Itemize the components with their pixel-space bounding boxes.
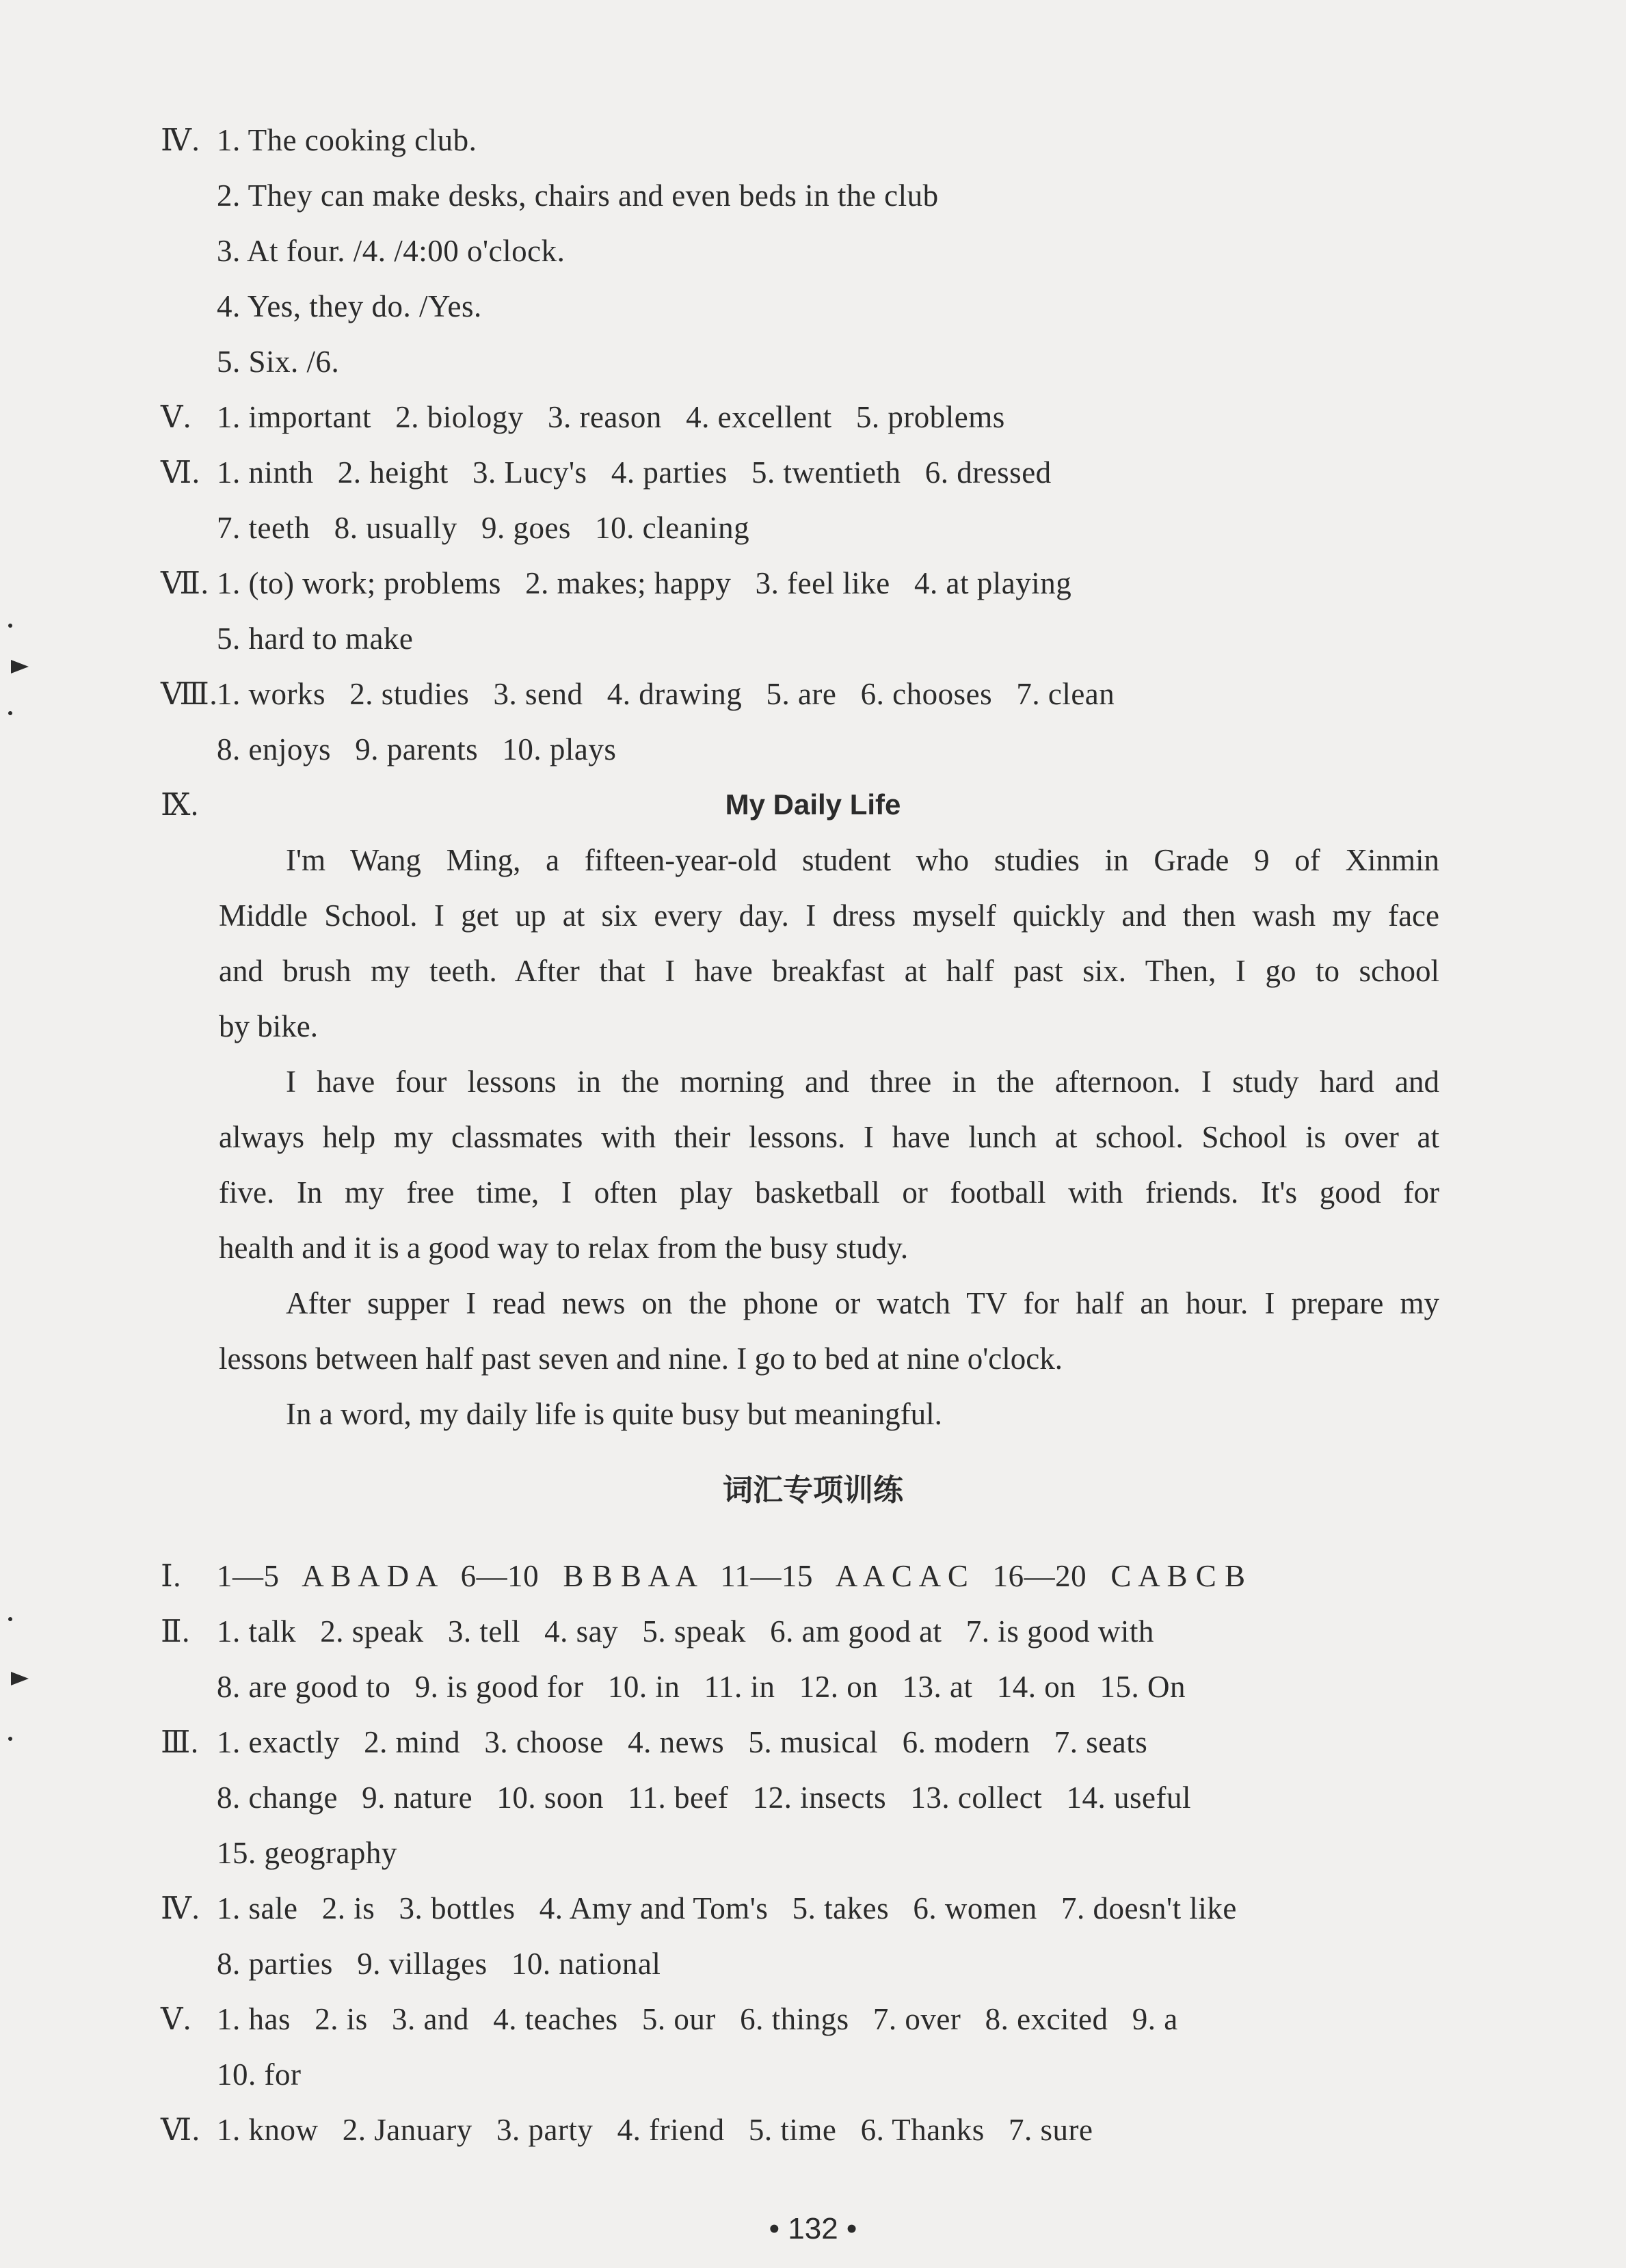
- essay-line: by bike.: [219, 1009, 318, 1043]
- answer-text: 1. The cooking club.: [217, 123, 477, 157]
- section-number: Ⅳ.: [161, 123, 200, 157]
- essay-title: My Daily Life: [725, 788, 901, 821]
- essay-line: Middle School. I get up at six every day. I dress myself quickly and then wash my face: [219, 898, 1439, 933]
- answer-text: 8. change 9. nature 10. soon 11. beef 12. insects 13. collect 14. useful: [217, 1780, 1192, 1815]
- essay-line: and brush my teeth. After that I have breakfast at half past six. Then, I go to school: [219, 954, 1439, 988]
- answer-text: 4. Yes, they do. /Yes.: [217, 289, 482, 323]
- answer-text: 1—5 A B A D A 6—10 B B B A A 11—15 A A C A C 16—20 C A B C B: [217, 1559, 1246, 1593]
- essay-line: always help my classmates with their lessons. I have lunch at school. School is over at: [219, 1120, 1439, 1154]
- essay-line: health and it is a good way to relax from the busy study.: [219, 1231, 909, 1265]
- answer-text: 5. Six. /6.: [217, 345, 340, 379]
- essay-line: In a word, my daily life is quite busy but meaningful.: [286, 1397, 942, 1431]
- answer-text: 8. are good to 9. is good for 10. in 11. in 12. on 13. at 14. on 15. On: [217, 1670, 1186, 1704]
- answer-text: 1. ninth 2. height 3. Lucy's 4. parties 5. twentieth 6. dressed: [217, 455, 1052, 490]
- answer-text: 10. for: [217, 2057, 302, 2092]
- section-number: Ⅶ.: [161, 566, 209, 600]
- answer-text: 7. teeth 8. usually 9. goes 10. cleaning: [217, 511, 750, 545]
- binding-dot: [8, 624, 12, 628]
- answer-text: 1. has 2. is 3. and 4. teaches 5. our 6. things 7. over 8. excited 9. a: [217, 2002, 1178, 2036]
- answer-text: 1. works 2. studies 3. send 4. drawing 5. are 6. chooses 7. clean: [217, 677, 1115, 711]
- vocab-section-title: 词汇专项训练: [723, 1473, 903, 1508]
- answer-text: 1. important 2. biology 3. reason 4. excellent 5. problems: [217, 400, 1005, 434]
- binding-arrow-icon: [11, 1672, 29, 1685]
- essay-line: I'm Wang Ming, a fifteen-year-old student who studies in Grade 9 of Xinmin: [286, 843, 1439, 877]
- answer-text: 8. enjoys 9. parents 10. plays: [217, 732, 617, 766]
- answer-text: 1. (to) work; problems 2. makes; happy 3. feel like 4. at playing: [217, 566, 1072, 600]
- binding-arrow-icon: [11, 660, 29, 673]
- section-number: Ⅱ.: [161, 1614, 190, 1649]
- essay-line: lessons between half past seven and nine. I go to bed at nine o'clock.: [219, 1342, 1063, 1376]
- essay-line: five. In my free time, I often play basketball or football with friends. It's good for: [219, 1175, 1439, 1210]
- answer-text: 3. At four. /4. /4:00 o'clock.: [217, 234, 565, 268]
- page-number: • 132 •: [769, 2212, 857, 2245]
- essay-line: I have four lessons in the morning and three in the afternoon. I study hard and: [286, 1065, 1439, 1099]
- section-number: Ⅵ.: [161, 2113, 200, 2147]
- answer-text: 1. exactly 2. mind 3. choose 4. news 5. musical 6. modern 7. seats: [217, 1725, 1148, 1759]
- section-number: Ⅵ.: [161, 455, 200, 490]
- section-number: Ⅴ.: [161, 2002, 191, 2036]
- section-number: Ⅰ.: [161, 1559, 182, 1593]
- essay-line: After supper I read news on the phone or watch TV for half an hour. I prepare my: [286, 1286, 1439, 1320]
- answer-text: 8. parties 9. villages 10. national: [217, 1947, 661, 1981]
- section-number: Ⅳ.: [161, 1891, 200, 1925]
- answer-text: 1. know 2. January 3. party 4. friend 5. time 6. Thanks 7. sure: [217, 2113, 1093, 2147]
- binding-dot: [8, 1617, 12, 1621]
- binding-dot: [8, 711, 12, 715]
- answer-text: 5. hard to make: [217, 622, 414, 656]
- binding-dot: [8, 1737, 12, 1741]
- answer-text: 1. sale 2. is 3. bottles 4. Amy and Tom's 5. takes 6. women 7. doesn't like: [217, 1891, 1237, 1925]
- answer-text: 15. geography: [217, 1836, 397, 1870]
- section-number: Ⅸ.: [161, 788, 199, 822]
- section-number: Ⅴ.: [161, 400, 191, 434]
- answer-text: 2. They can make desks, chairs and even beds in the club: [217, 178, 939, 213]
- answer-text: 1. talk 2. speak 3. tell 4. say 5. speak 6. am good at 7. is good with: [217, 1614, 1154, 1649]
- section-number: Ⅲ.: [161, 1725, 199, 1759]
- section-number: Ⅷ.: [161, 677, 218, 711]
